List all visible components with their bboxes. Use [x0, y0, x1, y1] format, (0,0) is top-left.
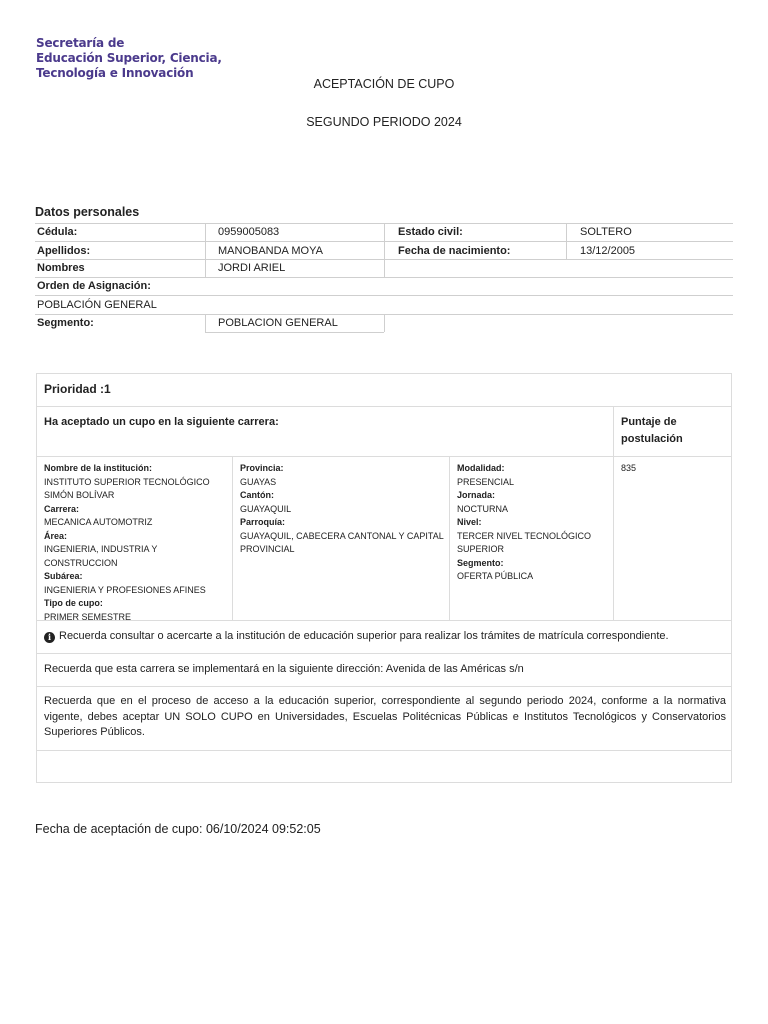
orden-asignacion-value: POBLACIÓN GENERAL [37, 299, 157, 311]
note-direccion: Recuerda que esta carrera se implementará en la siguiente dirección: Avenida de las Américas s/n [44, 663, 524, 675]
orden-asignacion-label: Orden de Asignación: [37, 280, 151, 292]
institucion-value: INSTITUTO SUPERIOR TECNOLÓGICO SIMÓN BOLÍVAR [44, 476, 210, 500]
tipo-cupo-value: PRIMER SEMESTRE [44, 611, 132, 622]
nivel-label: Nivel: [457, 517, 482, 527]
subarea-value: INGENIERIA Y PROFESIONES AFINES [44, 584, 206, 595]
provincia-value: GUAYAS [240, 476, 277, 487]
institution-details [44, 462, 230, 624]
estado-civil-label: Estado civil: [398, 226, 463, 238]
carrera-label: Carrera: [44, 503, 80, 514]
priority-label: Prioridad :1 [44, 382, 111, 396]
secretaria-logo [36, 36, 236, 81]
apellidos-value: MANOBANDA MOYA [218, 245, 323, 257]
parroquia-label: Parroquía: [240, 517, 286, 527]
estado-civil-value: SOLTERO [580, 226, 632, 238]
cedula-value: 0959005083 [218, 226, 280, 238]
provincia-label: Provincia: [240, 463, 284, 473]
fecha-nacimiento-value: 13/12/2005 [580, 245, 636, 257]
accepted-heading: Ha aceptado un cupo en la siguiente carrera: [44, 416, 279, 428]
subarea-label: Subárea: [44, 571, 83, 581]
puntaje-value: 835 [621, 463, 637, 473]
acceptance-date: Fecha de aceptación de cupo: 06/10/2024 09:52:05 [35, 822, 321, 836]
jornada-value: NOCTURNA [457, 503, 508, 514]
logo-line-1: Secretaría de [36, 36, 125, 50]
puntaje-header: Puntaje de postulación [621, 416, 683, 445]
nombres-value: JORDI ARIEL [218, 262, 286, 274]
jornada-label: Jornada: [457, 490, 496, 500]
carrera-value: MECANICA AUTOMOTRIZ [44, 517, 153, 527]
parroquia-value: GUAYAQUIL, CABECERA CANTONAL Y CAPITAL PROVINCIAL [240, 530, 444, 554]
modalidad-label: Modalidad: [457, 463, 505, 473]
segmento-label: Segmento: [37, 317, 94, 329]
note-matricula-text: Recuerda consultar o acercarte a la institución de educación superior para realizar los trámites de matrícula correspondiente. [59, 630, 669, 642]
institucion-label: Nombre de la institución: [44, 463, 153, 473]
canton-value: GUAYAQUIL [240, 503, 292, 514]
segmento-oferta-value: OFERTA PÚBLICA [457, 571, 534, 581]
modality-details [457, 462, 607, 584]
document-title: ACEPTACIÓN DE CUPO [313, 77, 455, 91]
nivel-value: TERCER NIVEL TECNOLÓGICO SUPERIOR [457, 530, 592, 554]
note-matricula [44, 629, 669, 645]
area-value: INGENIERIA, INDUSTRIA Y CONSTRUCCION [44, 544, 158, 568]
area-label: Área: [44, 530, 68, 541]
logo-line-3: Tecnología e Innovación [36, 66, 194, 80]
apellidos-label: Apellidos: [37, 245, 91, 257]
personal-data-heading: Datos personales [35, 205, 140, 219]
modalidad-value: PRESENCIAL [457, 476, 515, 487]
document-subtitle: SEGUNDO PERIODO 2024 [306, 115, 462, 129]
segmento-value: POBLACION GENERAL [218, 317, 338, 329]
location-details [240, 462, 445, 557]
nombres-label: Nombres [37, 262, 85, 274]
segmento-oferta-label: Segmento: [457, 557, 504, 568]
tipo-cupo-label: Tipo de cupo: [44, 598, 103, 608]
fecha-nacimiento-label: Fecha de nacimiento: [398, 245, 511, 257]
logo-line-2: Educación Superior, Ciencia, [36, 51, 222, 65]
info-icon: i [44, 632, 55, 643]
canton-label: Cantón: [240, 490, 274, 500]
note-cupo-unico: Recuerda que en el proceso de acceso a la educación superior, correspondiente al segundo periodo 2024, conforme a la normativa vigente, debes aceptar UN SOLO CUPO en Universidades, Escuelas Politécnicas Públicas e Institutos Tecnológicos y Conservatorios Superiores Públicos. [44, 695, 726, 738]
cedula-label: Cédula: [37, 226, 78, 238]
cupo-panel [36, 373, 732, 783]
